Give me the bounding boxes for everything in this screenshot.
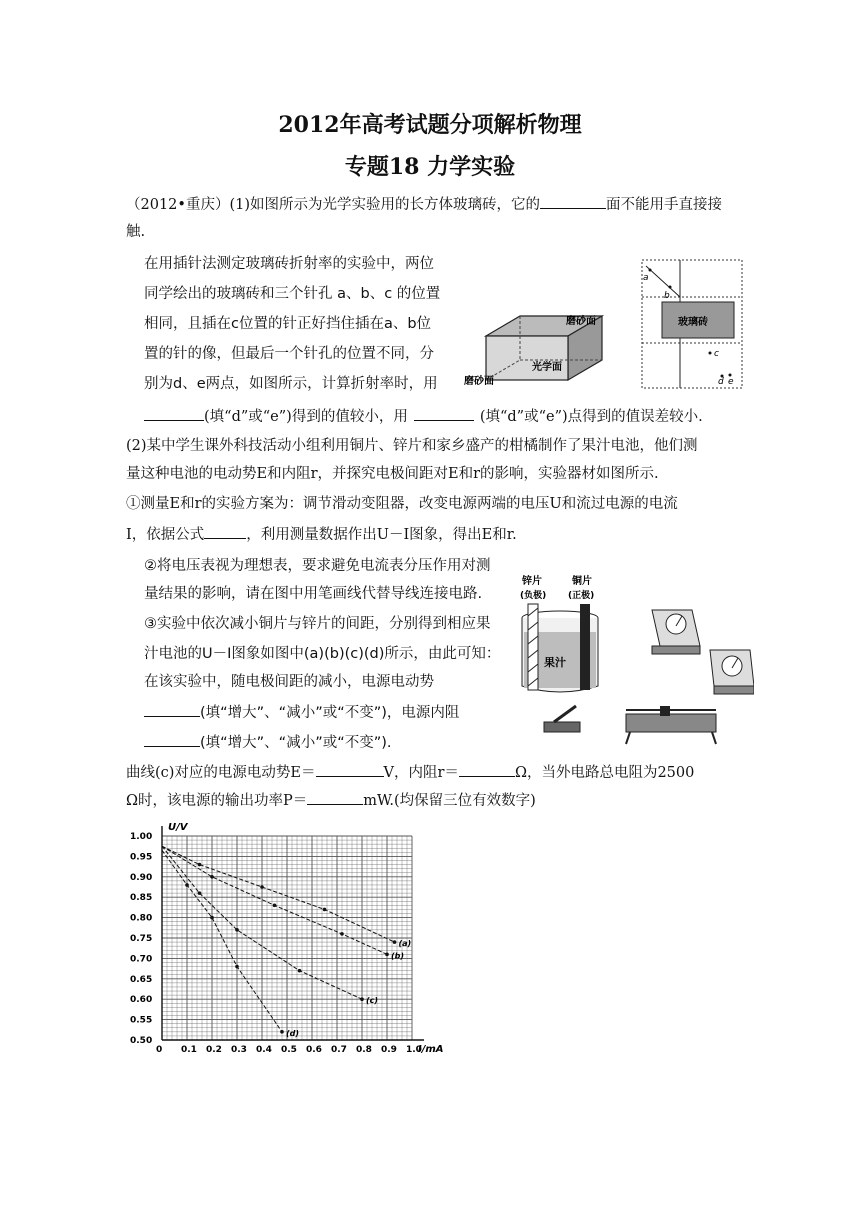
q2-line9	[126, 790, 536, 811]
q1-fill-text-a: (填“d”或“e”)得到的值较小，用	[204, 409, 408, 425]
pin-c	[709, 352, 712, 355]
copper-sub-label: (正极)	[568, 591, 595, 601]
q2-line9-text-a: Ω时，该电源的输出功率P＝	[126, 793, 308, 809]
pin-a-label: a	[643, 273, 649, 283]
copper-plate	[580, 604, 590, 690]
q1-para-line1: 在用插针法测定玻璃砖折射率的实验中，两位	[144, 256, 434, 272]
ui-chart	[128, 816, 448, 1056]
page-title: 2012年高考试题分项解析物理	[278, 112, 582, 138]
data-point	[235, 928, 239, 932]
label-top-frosted: 磨砂面	[566, 316, 596, 327]
pin-d-label: d	[718, 377, 724, 387]
q2-step3-line4	[144, 702, 459, 723]
label-optical-face: 光学面	[532, 362, 562, 373]
y-tick-label: 0.85	[130, 893, 153, 904]
glass-block-figure	[462, 308, 612, 388]
q2-line8-text-b: V，内阻r＝	[383, 765, 459, 781]
q2-step2-line2: 量结果的影响，请在图中用笔画线代替导线连接电路.	[144, 586, 483, 602]
x-tick-label: 0.8	[356, 1045, 372, 1055]
page-subtitle: 专题18 力学实验	[344, 154, 516, 180]
data-point	[393, 940, 397, 944]
q2-step3-line5	[144, 732, 392, 753]
data-point	[323, 908, 327, 912]
data-point	[360, 997, 364, 1001]
answer-blank	[144, 732, 200, 747]
x-axis-label: I/mA	[418, 1044, 444, 1055]
x-tick-label: 0.4	[256, 1045, 272, 1055]
data-point	[273, 904, 277, 908]
data-point	[210, 875, 214, 879]
data-point	[198, 891, 202, 895]
data-point	[210, 916, 214, 920]
chart-ticks	[130, 832, 422, 1055]
y-axis-label: U/V	[168, 822, 188, 833]
data-point	[385, 953, 389, 957]
q2-line8-text-a: 曲线(c)对应的电源电动势E＝	[126, 765, 316, 781]
pin-b	[669, 286, 672, 289]
x-tick-label: 1.0	[406, 1045, 422, 1055]
y-tick-label: 1.00	[130, 832, 153, 842]
q1-para-line4: 置的针的像，但最后一个针孔的位置不同，分	[144, 346, 434, 362]
answer-blank	[144, 406, 204, 421]
y-tick-label: 0.50	[130, 1036, 153, 1046]
q1-para-line2: 同学绘出的玻璃砖和三个针孔 a、b、c 的位置	[144, 286, 441, 302]
q1-intro	[126, 194, 722, 215]
zinc-label: 锌片	[522, 576, 542, 587]
x-tick-label: 0.2	[206, 1045, 222, 1055]
pin-c-label: c	[714, 349, 719, 359]
rheostat	[626, 714, 716, 732]
q2-line1: (2)某中学生课外科技活动小组利用铜片、锌片和家乡盛产的柑橘制作了果汁电池，他们测	[126, 438, 698, 454]
glass-label: 玻璃砖	[678, 317, 708, 328]
answer-blank	[459, 762, 515, 777]
q2-step3-line3: 在该实验中，随电极间距的减小，电源电动势	[144, 674, 434, 690]
data-point	[235, 965, 239, 969]
q1-para-line5: 别为d、e两点，如图所示，计算折射率时，用	[144, 376, 438, 392]
q2-step3-line4-text: (填“增大”、“减小”或“不变”)，电源内阻	[200, 705, 460, 721]
data-point	[260, 885, 264, 889]
data-point	[185, 883, 189, 887]
pin-a	[649, 269, 652, 272]
data-point	[198, 863, 202, 867]
answer-blank	[414, 406, 474, 421]
q2-line9-text-b: mW.(均保留三位有效数字)	[363, 793, 536, 809]
x-tick-label: 0.6	[306, 1045, 322, 1055]
y-tick-label: 0.65	[130, 974, 153, 985]
q2-line2: 量这种电池的电动势E和内阻r，并探究电极间距对E和r的影响，实验器材如图所示.	[126, 466, 659, 482]
y-tick-label: 0.95	[130, 852, 153, 863]
series-label: (b)	[391, 951, 405, 961]
switch	[544, 722, 580, 732]
series-label: (c)	[366, 996, 379, 1006]
q1-intro-end: 触.	[126, 224, 146, 240]
y-tick-label: 0.90	[130, 872, 153, 883]
zinc-plate	[528, 604, 538, 690]
x-tick-label: 0	[156, 1045, 163, 1055]
copper-label: 铜片	[572, 576, 592, 587]
data-point	[298, 969, 302, 973]
q2-step3-line2: 汁电池的U－I图象如图中(a)(b)(c)(d)所示，由此可知：	[144, 646, 501, 662]
q2-line3: ①测量E和r的实验方案为：调节滑动变阻器，改变电源两端的电压U和流过电源的电流	[126, 496, 678, 512]
pin-b-label: b	[664, 291, 670, 301]
x-tick-label: 0.3	[231, 1045, 247, 1055]
zinc-sub-label: (负极)	[520, 591, 547, 601]
pin-e-label: e	[728, 377, 734, 387]
x-tick-label: 0.9	[381, 1045, 397, 1055]
answer-blank	[316, 762, 384, 777]
q2-step3-line5-text: (填“增大”、“减小”或“不变”).	[200, 735, 392, 751]
q2-line4-text-b: ，利用测量数据作出U－I图象，得出E和r.	[246, 527, 517, 543]
y-tick-label: 0.80	[130, 913, 153, 924]
apparatus-figure	[514, 570, 754, 748]
q2-step2-line1: ②将电压表视为理想表，要求避免电流表分压作用对测	[144, 558, 491, 574]
data-point	[340, 932, 344, 936]
x-tick-label: 0.5	[281, 1045, 297, 1055]
q2-step3-line1: ③实验中依次减小铜片与锌片的间距，分别得到相应果	[144, 616, 491, 632]
y-tick-label: 0.60	[130, 995, 153, 1006]
answer-blank	[307, 790, 363, 805]
block-front-face	[486, 336, 568, 380]
q1-intro-text-a: （2012•重庆）(1)如图所示为光学实验用的长方体玻璃砖，它的	[126, 197, 540, 213]
pin-figure	[638, 258, 746, 390]
y-tick-label: 0.55	[130, 1015, 153, 1026]
chart-grid	[162, 826, 424, 1040]
x-tick-label: 0.1	[181, 1045, 197, 1055]
y-tick-label: 0.75	[130, 934, 153, 944]
q2-line4-text-a: I，依据公式	[126, 527, 205, 543]
q1-intro-text-b: 面不能用手直接接	[606, 197, 722, 213]
answer-blank	[540, 194, 606, 209]
data-point	[280, 1030, 284, 1034]
series-label: (d)	[286, 1028, 300, 1038]
q1-fill-text-b: (填“d”或“e”)点得到的值误差较小.	[479, 409, 703, 425]
series-label: (a)	[398, 939, 412, 949]
answer-blank	[204, 524, 246, 539]
q1-fill-line	[144, 406, 703, 427]
y-tick-label: 0.70	[130, 954, 153, 965]
x-tick-label: 0.7	[331, 1045, 347, 1055]
label-side-frosted: 磨砂面	[464, 376, 494, 387]
q2-line8-text-c: Ω，当外电路总电阻为2500	[514, 765, 695, 781]
answer-blank	[144, 702, 200, 717]
q2-line4	[126, 524, 517, 545]
q1-para-line3: 相同，且插在c位置的针正好挡住插在a、b位	[144, 316, 432, 332]
q2-line8	[126, 762, 694, 783]
juice-label: 果汁	[544, 656, 566, 669]
